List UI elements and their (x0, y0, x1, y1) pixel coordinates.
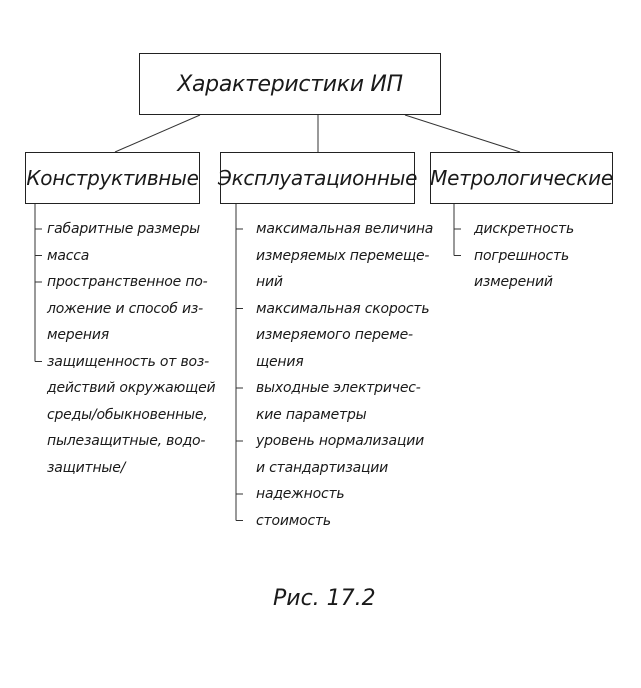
item-constructive-1-line-0: масса (47, 247, 90, 264)
item-operational-3-line-1: и стандартизации (256, 459, 389, 476)
category-label-constructive: Конструктивные (26, 166, 199, 190)
item-constructive-2-line-0: пространственное по- (47, 274, 208, 290)
item-constructive-3-line-1: действий окружающей (47, 380, 216, 396)
item-constructive-3-line-4: защитные/ (47, 459, 126, 476)
item-constructive-0-line-0: габаритные размеры (47, 221, 200, 237)
item-operational-0-line-0: максимальная величина (256, 221, 434, 237)
connector-title-left (115, 115, 200, 152)
item-constructive-3-line-2: среды/обыкновенные, (47, 406, 208, 423)
item-operational-1-line-1: измеряемого переме- (256, 327, 413, 343)
item-operational-4-line-0: надежность (256, 486, 345, 502)
title-text: Характеристики ИП (177, 71, 403, 97)
item-operational-0-line-1: измеряемых перемеще- (256, 247, 430, 264)
category-label-operational: Эксплуатационные (217, 166, 418, 190)
category-box-constructive (25, 152, 200, 204)
item-metrological-1-line-0: погрешность (474, 247, 570, 264)
item-operational-2-line-1: кие параметры (256, 406, 367, 423)
connector-title-right (405, 115, 520, 152)
item-metrological-1-line-1: измерений (474, 274, 553, 290)
item-constructive-2-line-1: ложение и способ из- (47, 300, 203, 317)
category-box-metrological (430, 152, 613, 204)
category-label-metrological: Метрологические (430, 166, 613, 190)
item-operational-5-line-0: стоимость (256, 512, 331, 529)
item-operational-0-line-2: ний (256, 274, 283, 290)
item-metrological-0-line-0: дискретность (474, 221, 575, 237)
figure-caption: Рис. 17.2 (273, 586, 376, 611)
item-constructive-2-line-2: мерения (47, 327, 109, 343)
item-operational-3-line-0: уровень нормализации (256, 433, 424, 449)
category-box-operational (217, 152, 418, 204)
title-box (139, 53, 441, 115)
item-operational-1-line-0: максимальная скорость (256, 300, 430, 317)
item-operational-2-line-0: выходные электричес- (256, 380, 421, 396)
item-operational-1-line-2: щения (256, 353, 304, 370)
item-constructive-3-line-0: защищенность от воз- (47, 353, 210, 370)
item-constructive-3-line-3: пылезащитные, водо- (47, 433, 206, 449)
